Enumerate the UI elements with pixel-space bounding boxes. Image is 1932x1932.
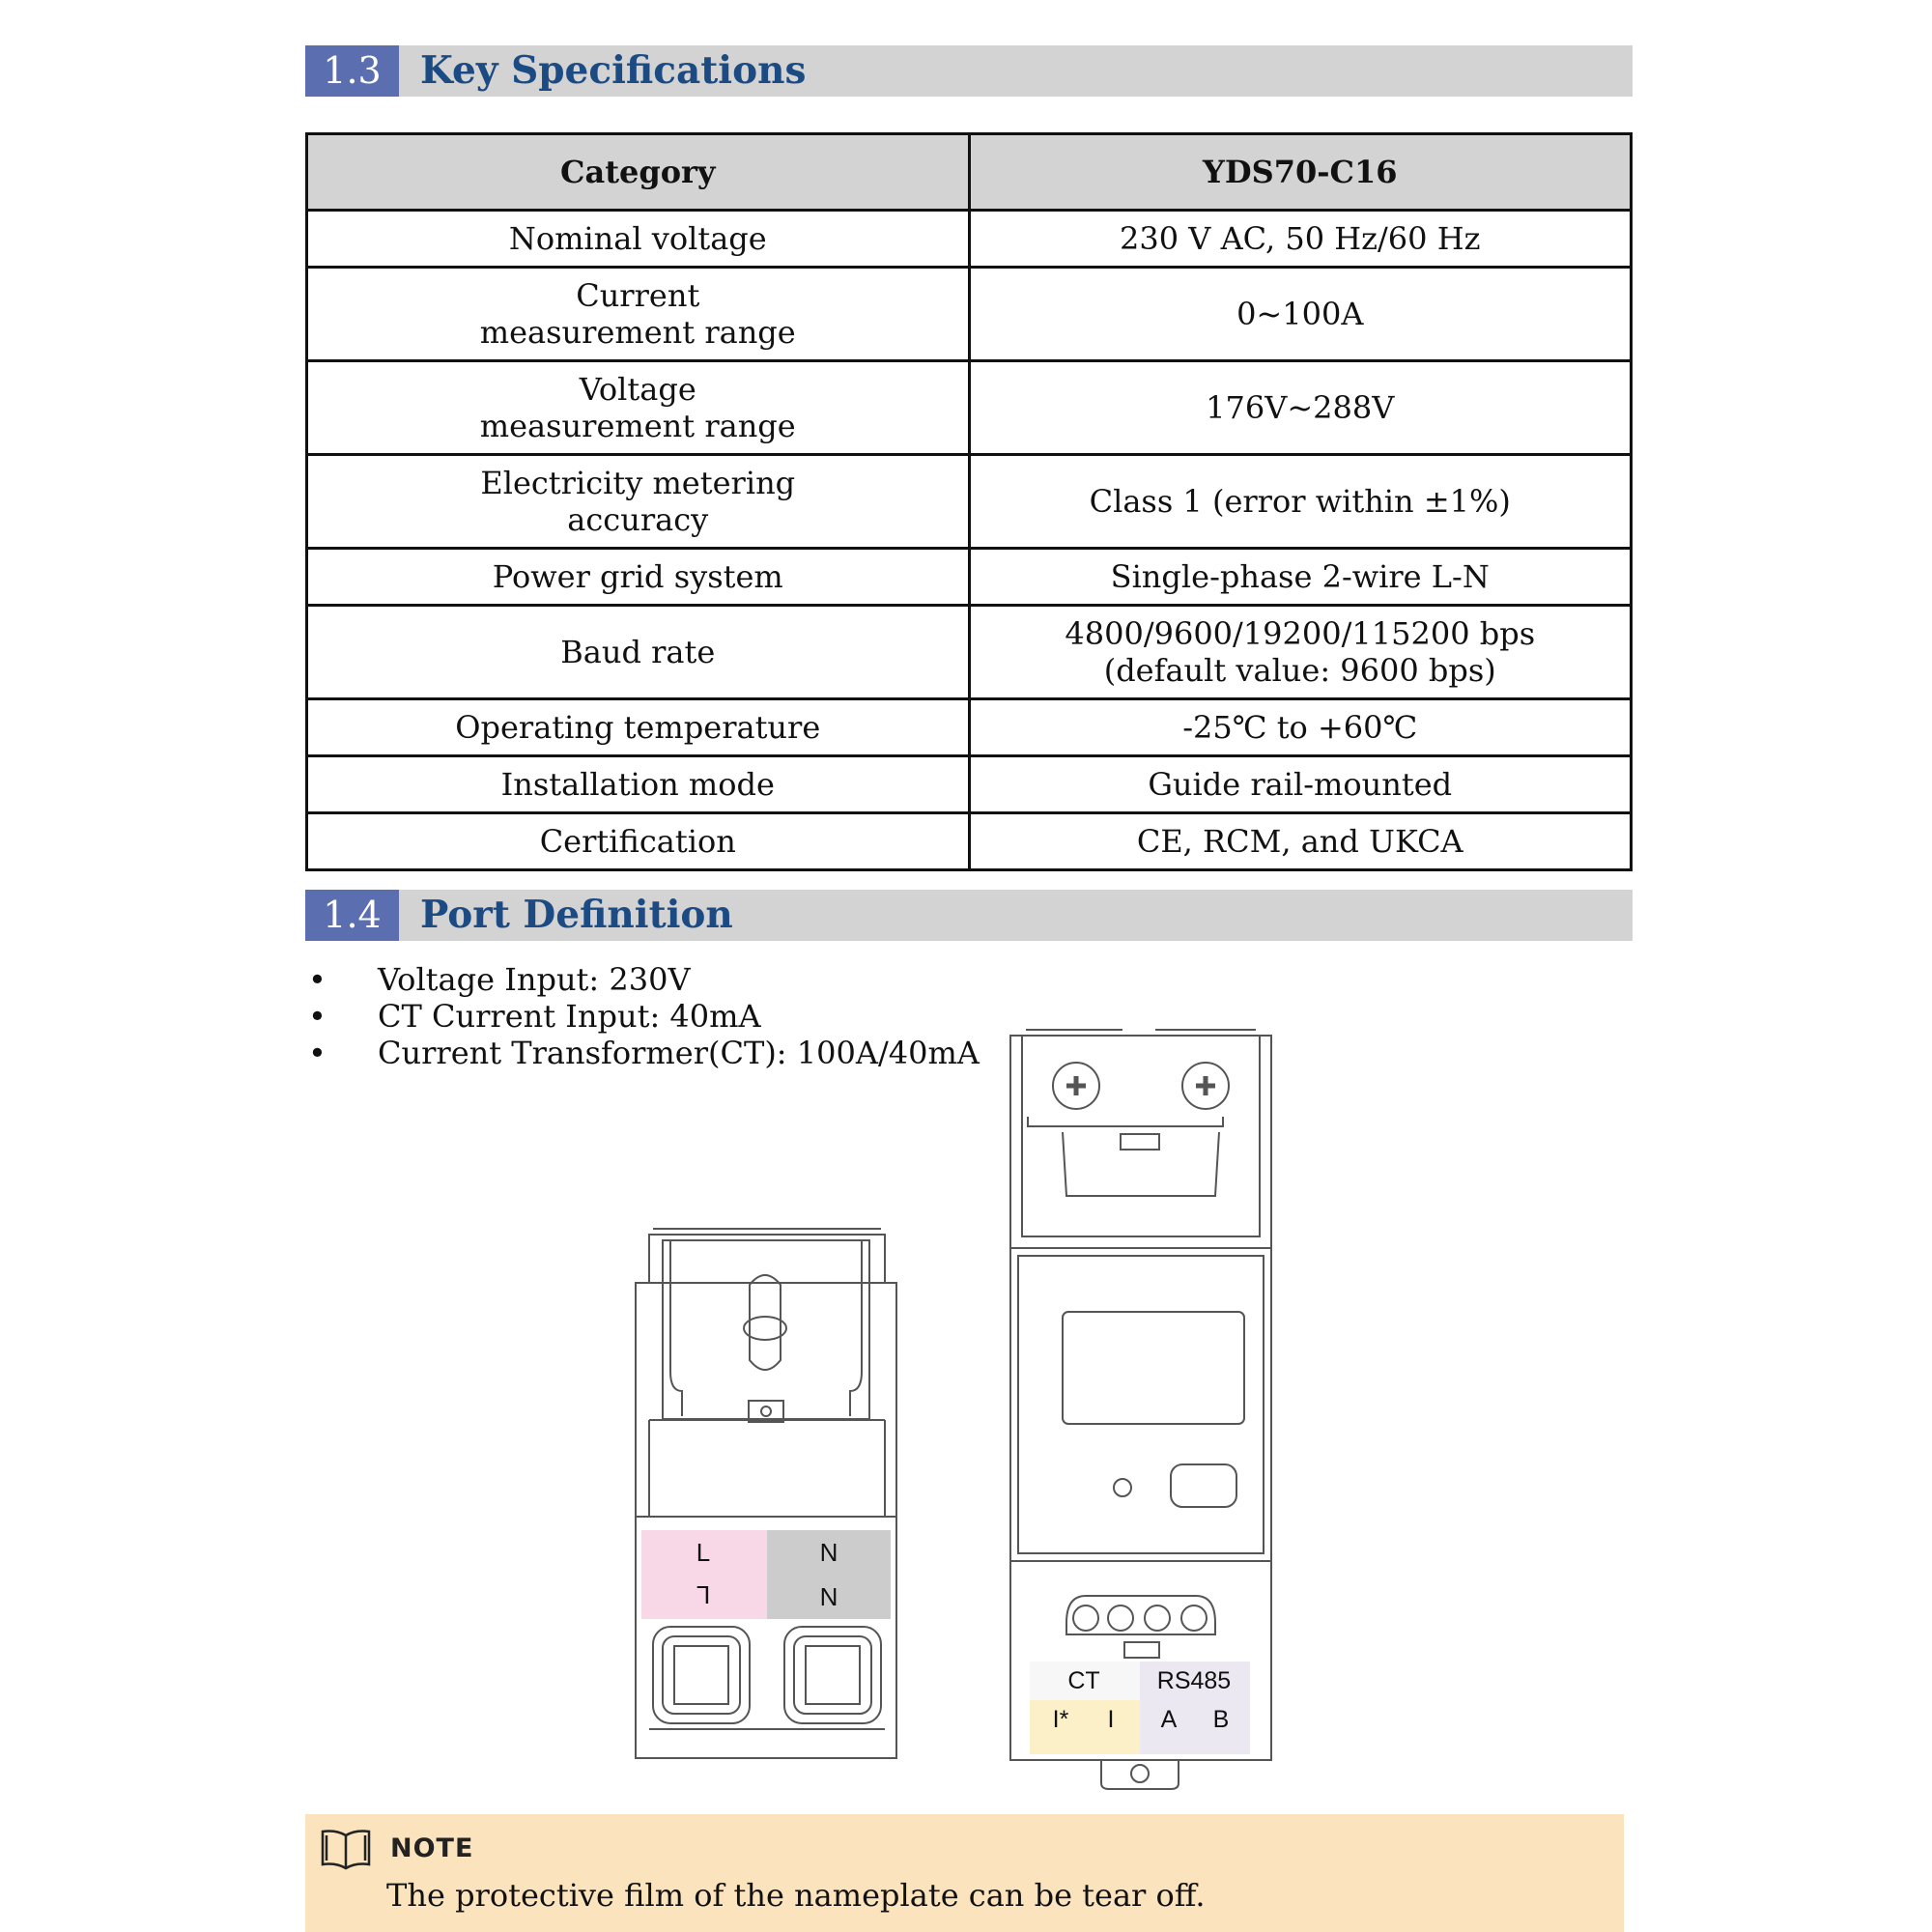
row-label: Baud rate <box>307 606 970 699</box>
section-number: 1.3 <box>305 45 399 97</box>
l-terminal-screw <box>674 1646 728 1704</box>
right-device-cover-tab <box>1121 1134 1159 1150</box>
n-terminal-label: N <box>819 1538 838 1567</box>
ct-label: CT <box>1067 1667 1100 1694</box>
note-box <box>305 1814 1624 1932</box>
right-device-front-panel <box>1018 1256 1264 1553</box>
front-button <box>1171 1464 1236 1507</box>
left-device <box>636 1229 896 1758</box>
row-label: Power grid system <box>307 549 970 606</box>
row-value: -25℃ to +60℃ <box>969 699 1632 756</box>
left-device-hinge-plate <box>663 1240 869 1419</box>
n-terminal-socket <box>784 1627 881 1723</box>
row-value-text: 4800/9600/19200/115200 bps (default value: 9600 bps) <box>1065 615 1536 689</box>
row-value: 230 V AC, 50 Hz/60 Hz <box>969 211 1632 268</box>
section-title: Key Specifications <box>420 48 807 93</box>
rs485-a-label: A <box>1160 1706 1178 1733</box>
bullet-text: Current Transformer(CT): 100A/40mA <box>378 1035 980 1071</box>
rs485-label: RS485 <box>1156 1667 1232 1694</box>
terminal-block <box>1066 1596 1215 1634</box>
header-category: Category <box>307 134 970 211</box>
screw-cross-icon <box>1196 1076 1215 1095</box>
section-title: Port Definition <box>420 893 733 937</box>
row-value: 0~100A <box>969 268 1632 361</box>
bullet-dot: • <box>308 998 327 1035</box>
display-screen <box>1063 1312 1244 1424</box>
section-number: 1.4 <box>305 890 399 941</box>
row-label: Certification <box>307 813 970 870</box>
row-label-text: Voltage measurement range <box>479 371 796 444</box>
bullet-text: Voltage Input: 230V <box>378 961 691 998</box>
row-label: Operating temperature <box>307 699 970 756</box>
rs485-terminal-bg <box>1140 1700 1250 1754</box>
row-label: Nominal voltage <box>307 211 970 268</box>
row-value: 176V~288V <box>969 361 1632 455</box>
header-model: YDS70-C16 <box>969 134 1632 211</box>
row-value: Class 1 (error within ±1%) <box>969 455 1632 549</box>
bullet-text: CT Current Input: 40mA <box>378 998 761 1035</box>
ct-i-star-label: I* <box>1052 1706 1069 1733</box>
row-value: Single-phase 2-wire L-N <box>969 549 1632 606</box>
rs485-b-label: B <box>1212 1706 1230 1733</box>
right-device-cover-edge <box>1028 1117 1223 1126</box>
ct-terminal-bg <box>1030 1700 1140 1754</box>
screw-cross-icon <box>1066 1076 1086 1095</box>
l-terminal-socket <box>653 1627 750 1723</box>
right-device-body <box>1010 1036 1271 1760</box>
note-label: NOTE <box>390 1833 474 1863</box>
book-icon <box>319 1828 373 1870</box>
terminal-screw <box>1108 1605 1133 1631</box>
row-value: Guide rail-mounted <box>969 756 1632 813</box>
terminal-screw <box>1073 1605 1098 1631</box>
right-device-top-cover <box>1022 1036 1260 1236</box>
n-terminal-label-lower: N <box>819 1582 838 1611</box>
bullet-dot: • <box>308 961 327 998</box>
l-terminal-label: L <box>696 1538 711 1567</box>
left-device-hinge-right <box>850 1240 862 1416</box>
terminal-screw <box>1145 1605 1170 1631</box>
din-rail-clip-hole <box>1131 1765 1149 1782</box>
l-terminal-label-inverted: L <box>696 1580 711 1609</box>
n-terminal-screw <box>806 1646 860 1704</box>
right-device-cover-lid <box>1063 1132 1219 1196</box>
ct-i-label: I <box>1107 1706 1115 1733</box>
row-label-text: Electricity metering accuracy <box>480 465 796 538</box>
right-device <box>1010 1030 1271 1789</box>
bullet-dot: • <box>308 1035 327 1071</box>
left-device-latch <box>750 1275 781 1370</box>
row-label: Installation mode <box>307 756 970 813</box>
row-label-text: Current measurement range <box>479 277 796 351</box>
left-device-hinge-left <box>670 1240 682 1416</box>
terminal-screw <box>1181 1605 1207 1631</box>
led-indicator <box>1114 1479 1131 1496</box>
terminal-tab <box>1124 1642 1159 1658</box>
note-text: The protective film of the nameplate can be tear off. <box>386 1877 1206 1914</box>
row-value: CE, RCM, and UKCA <box>969 813 1632 870</box>
left-device-screw-dot <box>761 1406 771 1416</box>
